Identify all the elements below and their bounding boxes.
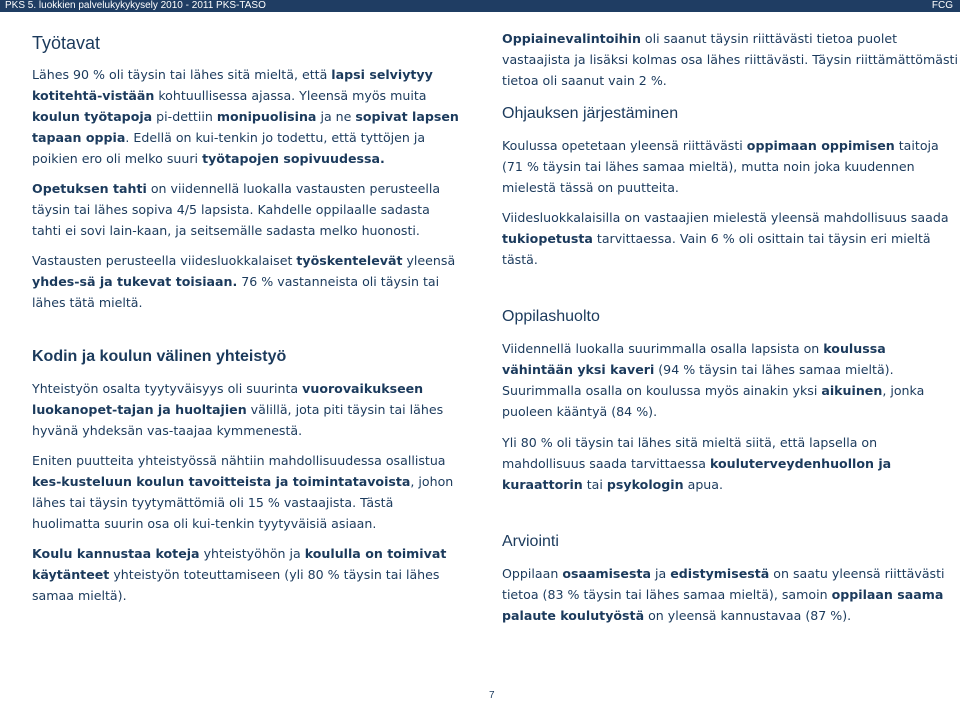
paragraph-oppilashuolto-2 xyxy=(502,432,960,495)
bold-text-run: psykologin xyxy=(606,477,684,492)
text-run: . Edellä on kui-tenkin jo todettu, että tyttöjen ja poikien ero oli melko suuri xyxy=(32,130,426,166)
text-run: ja ne xyxy=(316,109,356,124)
heading-oppilashuolto: Oppilashuolto xyxy=(502,308,600,325)
text-run: , jonka puoleen kääntyä (84 %). xyxy=(502,383,925,419)
text-run: välillä, jota piti täysin tai lähes hyvänä yhdeksän vas-taajaa kymmenestä. xyxy=(32,402,444,438)
text-run: tai xyxy=(582,477,607,492)
paragraph-yhteistyo-3 xyxy=(32,543,462,606)
bold-text-run: kouluterveydenhuollon ja kuraattorin xyxy=(502,456,892,492)
bold-text-run: oppilaan saama palaute koulutyöstä xyxy=(502,587,944,623)
text-run: , johon lähes tai täysin tyytymättömiä oli 15 % vastaajista. Tästä huolimatta suurin osa oli kui-tenkin tyytyväisiä asiaan. xyxy=(32,474,454,531)
paragraph-tyotavat-2 xyxy=(32,178,462,241)
text-run: Lähes 90 % oli täysin tai lähes sitä mieltä, että xyxy=(32,67,332,82)
heading-arviointi: Arviointi xyxy=(502,533,559,550)
left-column xyxy=(32,20,462,606)
paragraph-yhteistyo-1 xyxy=(32,378,462,441)
bold-text-run: koululla on toimivat käytänteet xyxy=(32,546,447,582)
text-run: apua. xyxy=(683,477,724,492)
paragraph-yhteistyo-2 xyxy=(32,450,462,534)
bold-text-run: työskentelevät xyxy=(296,253,403,268)
bold-text-run: koulun työtapoja xyxy=(32,109,153,124)
text-run: Koulussa opetetaan yleensä riittävästi xyxy=(502,138,747,153)
bold-text-run: koulussa vähintään yksi kaveri xyxy=(502,341,886,377)
text-run: pi-dettiin xyxy=(152,109,217,124)
page-number: 7 xyxy=(489,690,495,701)
paragraph-arviointi xyxy=(502,563,960,626)
bold-text-run: edistymisestä xyxy=(670,566,770,581)
header-company: FCG xyxy=(931,0,953,11)
bold-text-run: lapsi selviytyy kotitehtä-vistään xyxy=(32,67,433,103)
bold-text-run: monipuolisina xyxy=(216,109,317,124)
bold-text-run: aikuinen xyxy=(821,383,883,398)
text-run: oli saanut täysin riittävästi tietoa puolet vastaajista ja lisäksi kolmas osa lähes riittävästi. Täysin riittämättömästi tietoa oli saanut vain 2 %. xyxy=(502,31,958,88)
bold-text-run: kes-kusteluun koulun tavoitteista ja toimintatavoista xyxy=(32,474,411,489)
bold-text-run: Oppiainevalintoihin xyxy=(502,31,641,46)
text-run: 76 % vastanneista oli täysin tai lähes tätä mieltä. xyxy=(32,274,440,310)
bold-text-run: sopivat lapsen tapaan oppia xyxy=(32,109,459,145)
bold-text-run: tukiopetusta xyxy=(502,231,593,246)
text-run: yhteistyön toteuttamiseen (yli 80 % täysin tai lähes samaa mieltä). xyxy=(32,567,440,603)
paragraph-ohjaus-2 xyxy=(502,207,960,270)
bold-text-run: osaamisesta xyxy=(562,566,651,581)
heading-ohjaus: Ohjauksen järjestäminen xyxy=(502,105,679,122)
text-run: Yli 80 % oli täysin tai lähes sitä mieltä siitä, että lapsella on mahdollisuus saada tarvittaessa xyxy=(502,435,878,471)
text-run: (94 % täysin tai lähes samaa mieltä). Suurimmalla osalla on koulussa myös ainakin yksi xyxy=(502,362,894,398)
paragraph-ohjaus-1 xyxy=(502,135,960,198)
header-bar xyxy=(0,0,960,12)
bold-text-run: työtapojen sopivuudessa. xyxy=(202,151,385,166)
paragraph-tyotavat-3 xyxy=(32,250,462,313)
text-run: on saatu yleensä riittävästi tietoa (83 % täysin tai lähes samaa mieltä), samoin xyxy=(502,566,945,602)
text-run: Oppilaan xyxy=(502,566,563,581)
paragraph-oppilashuolto-1 xyxy=(502,338,960,422)
text-run: on yleensä kannustavaa (87 %). xyxy=(644,608,852,623)
text-run: on viidennellä luokalla vastausten perusteella täysin tai lähes sopiva 4/5 lapsista. Kahdelle oppilaalle sadasta tahti ei sovi lain-kaan, ja seitsemälle sadasta melko huonosti. xyxy=(32,181,441,238)
text-run: yhteistyöhön ja xyxy=(199,546,305,561)
text-run: Yhteistyön osalta tyytyväisyys oli suurinta xyxy=(32,381,303,396)
bold-text-run: oppimaan oppimisen xyxy=(746,138,895,153)
text-run: tarvittaessa. Vain 6 % oli osittain tai täysin eri mieltä tästä. xyxy=(502,231,931,267)
heading-yhteistyo: Kodin ja koulun välinen yhteistyö xyxy=(32,348,287,365)
bold-text-run: Opetuksen tahti xyxy=(32,181,147,196)
text-run: taitoja (71 % täysin tai lähes samaa mieltä), mutta noin joka kuudennen mielestä tässä on puutteita. xyxy=(502,138,939,195)
header-title: PKS 5. luokkien palvelukykykysely 2010 - 2011 PKS-TASO xyxy=(5,0,266,11)
bold-text-run: yhdes-sä ja tukevat toisiaan. xyxy=(32,274,238,289)
text-run: Vastausten perusteella viidesluokkalaiset xyxy=(32,253,297,268)
paragraph-tyotavat-1 xyxy=(32,64,462,169)
text-run: kohtuullisessa ajassa. Yleensä myös muita xyxy=(154,88,427,103)
heading-tyotavat: Työtavat xyxy=(32,33,101,53)
bold-text-run: vuorovaikukseen luokanopet-tajan ja huoltajien xyxy=(32,381,424,417)
text-run: yleensä xyxy=(402,253,456,268)
text-run: Viidesluokkalaisilla on vastaajien mielestä yleensä mahdollisuus saada xyxy=(502,210,949,225)
text-run: Eniten puutteita yhteistyössä nähtiin mahdollisuudessa osallistua xyxy=(32,453,446,468)
bold-text-run: Koulu kannustaa koteja xyxy=(32,546,200,561)
text-run: ja xyxy=(650,566,671,581)
right-column xyxy=(502,20,960,626)
text-run: Viidennellä luokalla suurimmalla osalla lapsista on xyxy=(502,341,824,356)
paragraph-oppiainevalinnat xyxy=(502,28,960,91)
